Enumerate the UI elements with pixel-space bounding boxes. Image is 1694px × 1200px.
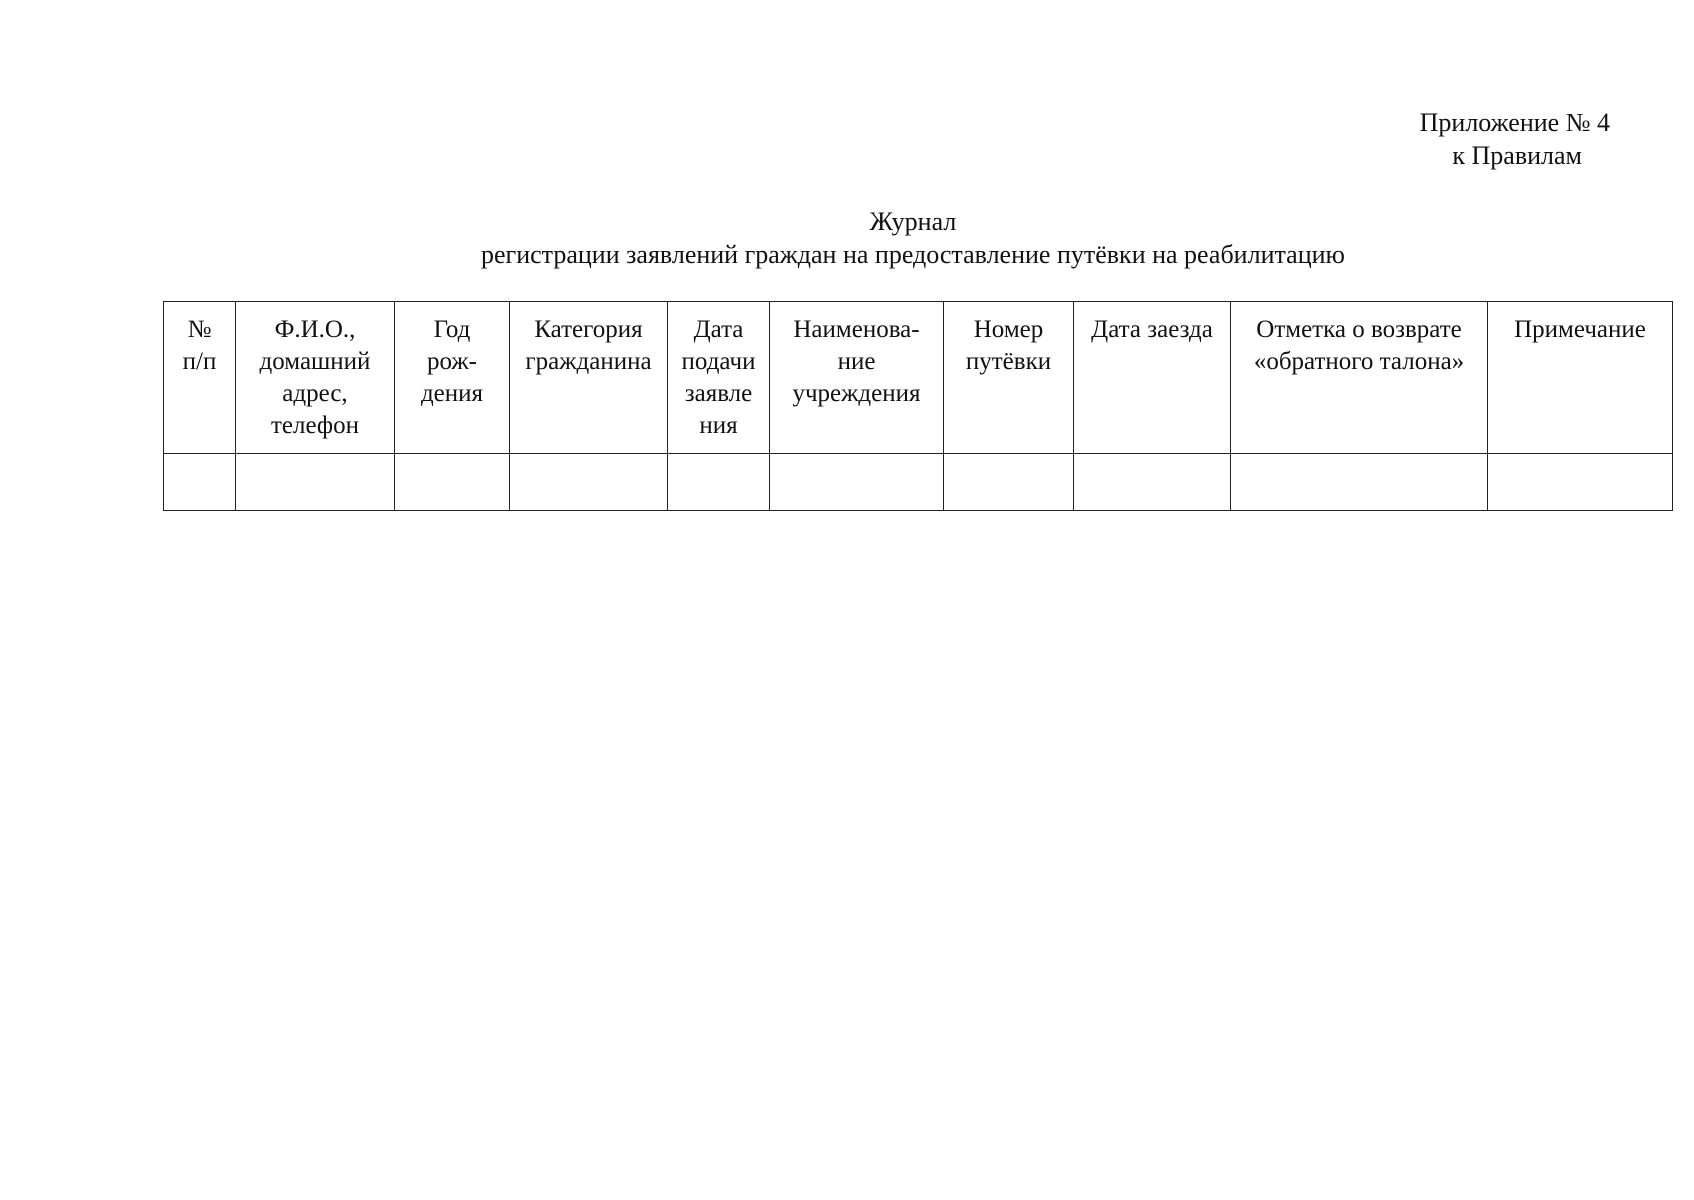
table-cell <box>395 454 510 511</box>
column-header-number: № п/п <box>164 302 236 454</box>
table-cell <box>164 454 236 511</box>
table-row <box>164 454 1673 511</box>
column-header-application-date: Дата подачи заявле ния <box>668 302 770 454</box>
column-header-voucher-number: Номер путёвки <box>944 302 1074 454</box>
table-cell <box>510 454 668 511</box>
table-header-row <box>164 302 1673 454</box>
journal-subheading: регистрации заявлений граждан на предоставление путёвки на реабилитацию <box>481 240 1345 269</box>
journal-heading: Журнал <box>869 207 957 236</box>
column-header-return-coupon-mark: Отметка о возврате «обратного талона» <box>1231 302 1488 454</box>
table-cell <box>944 454 1074 511</box>
table-cell <box>236 454 395 511</box>
column-header-name-address-phone: Ф.И.О., домашний адрес, телефон <box>236 302 395 454</box>
document-title <box>163 205 1663 271</box>
column-header-birth-year: Год рож- дения <box>395 302 510 454</box>
table-cell <box>1231 454 1488 511</box>
table-cell <box>1074 454 1231 511</box>
column-header-citizen-category: Категория гражданина <box>510 302 668 454</box>
appendix-note <box>1350 106 1610 172</box>
column-header-institution-name: Наименова- ние учреждения <box>770 302 944 454</box>
registration-table <box>163 301 1673 511</box>
table-cell <box>1488 454 1673 511</box>
appendix-number: Приложение № 4 <box>1419 108 1610 137</box>
column-header-arrival-date: Дата заезда <box>1074 302 1231 454</box>
table-cell <box>770 454 944 511</box>
appendix-reference: к Правилам <box>1452 141 1582 170</box>
table-cell <box>668 454 770 511</box>
column-header-notes: Примечание <box>1488 302 1673 454</box>
